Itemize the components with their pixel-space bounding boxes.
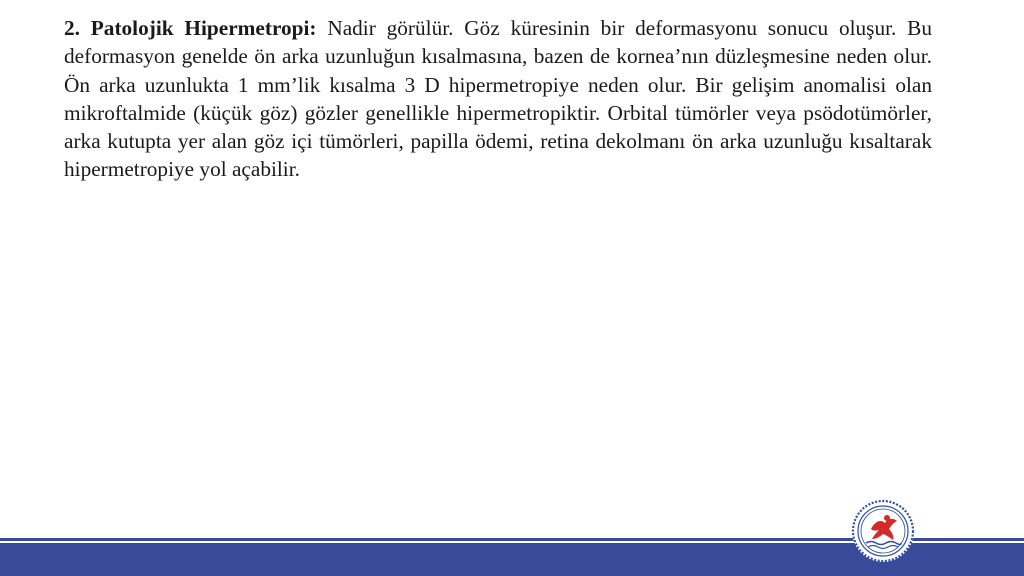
university-seal-icon <box>851 499 915 563</box>
paragraph-text: Nadir görülür. Göz küresinin bir deformasyonu sonucu oluşur. Bu deformasyon genelde ön arka uzunluğun kısalmasına, bazen de kornea’nın düzleşmesine neden olur. Ön arka uzunlukta 1 mm’lik kısalma 3 D hipermetropiye neden olur. Bir gelişim anomalisi olan mikroftalmide (küçük göz) gözler genellikle hipermetropiktir. Orbital tümörler veya psödotümörler, arka kutupta yer alan göz içi tümörleri, papilla ödemi, retina dekolmanı ön arka uzunluğu kısaltarak hipermetropiye yol açabilir. <box>64 16 933 182</box>
body-paragraph <box>64 14 932 184</box>
section-heading: 2. Patolojik Hipermetropi: <box>64 16 317 40</box>
